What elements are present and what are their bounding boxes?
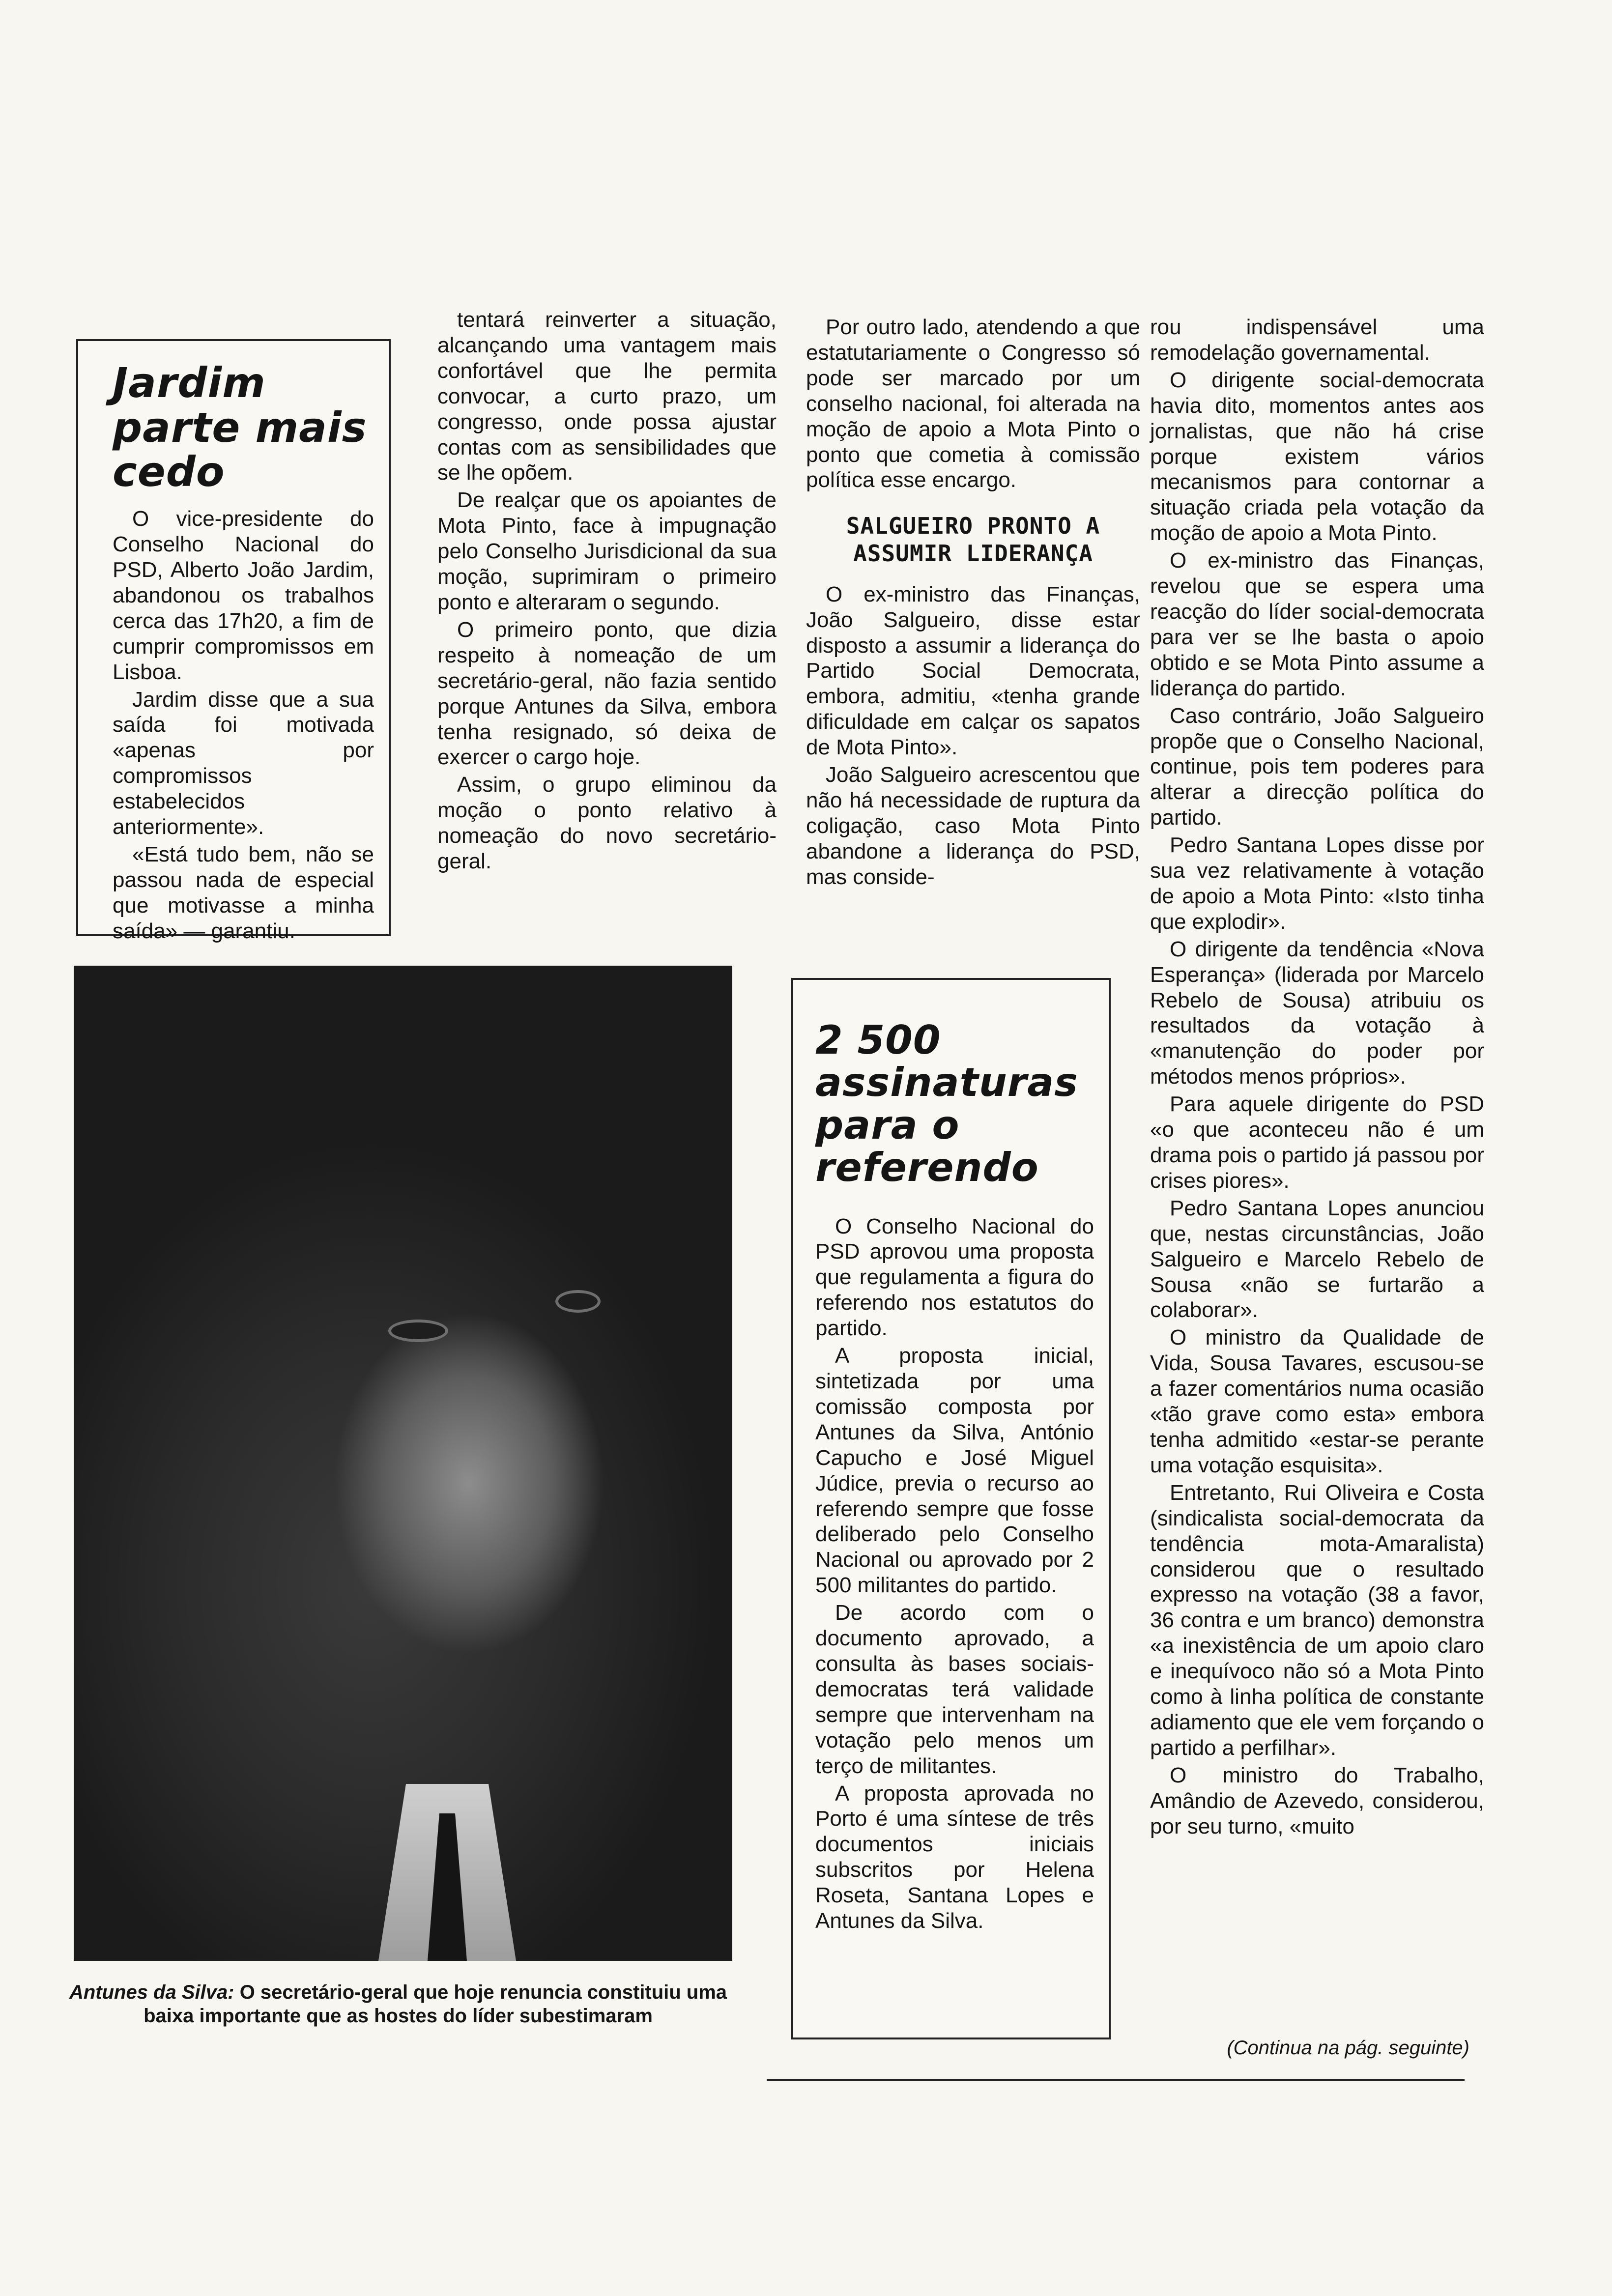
referendo-paragraph: De acordo com o documento aprovado, a consulta às bases sociais-democratas terá validade sempre que intervenham na votação pelo menos um terço de militantes. [815, 1601, 1094, 1778]
bottom-rule [767, 2079, 1465, 2081]
caption-name: Antunes da Silva: [69, 1981, 234, 2003]
article-column-4 [1150, 315, 1484, 1841]
column-paragraph: Por outro lado, atendendo a que estatutariamente o Congresso só pode ser marcado por um conselho nacional, foi alterada na moção de apoio a Mota Pinto o ponto que cometia à comissão política esse encargo. [806, 315, 1140, 492]
photo-eye-shape [555, 1290, 601, 1313]
column-paragraph: Assim, o grupo eliminou da moção o ponto relativo à nomeação do novo secretário-geral. [437, 773, 777, 874]
referendo-box-body [815, 1214, 1094, 1934]
column-paragraph: Pedro Santana Lopes disse por sua vez relativamente à votação de apoio a Mota Pinto: «Isto tinha que explodir». [1150, 833, 1484, 934]
referendo-paragraph: A proposta aprovada no Porto é uma síntese de três documentos iniciais subscritos por Helena Roseta, Santana Lopes e Antunes da Silva. [815, 1781, 1094, 1933]
column-paragraph: João Salgueiro acrescentou que não há necessidade de ruptura da coligação, caso Mota Pinto abandone a liderança do PSD, mas conside- [806, 763, 1140, 889]
referendo-paragraph: O Conselho Nacional do PSD aprovou uma proposta que regulamenta a figura do referendo nos estatutos do partido. [815, 1214, 1094, 1341]
jardim-box-body [113, 506, 374, 944]
column-paragraph: O primeiro ponto, que dizia respeito à nomeação de um secretário-geral, não fazia sentido porque Antunes da Silva, embora tenha resignado, só deixa de exercer o cargo hoje. [437, 617, 777, 770]
column-paragraph: tentará reinverter a situação, alcançando uma vantagem mais confortável que lhe permita convocar, a curto prazo, um congresso, onde possa ajustar contas com as sensibilidades que se lhe opõem. [437, 308, 777, 485]
photo-eye-shape [388, 1320, 448, 1342]
referendo-paragraph: A proposta inicial, sintetizada por uma comissão composta por Antunes da Silva, António Capucho e José Miguel Júdice, previa o recurso ao referendo sempre que fosse deliberado pelo Conselho Nacional ou aprovado por 2 500 militantes do partido. [815, 1344, 1094, 1598]
column-paragraph: O ministro do Trabalho, Amândio de Azevedo, considerou, por seu turno, «muito [1150, 1763, 1484, 1838]
jardim-box [76, 339, 391, 943]
referendo-box [791, 978, 1111, 2039]
column-paragraph: O ex-ministro das Finanças, João Salgueiro, disse estar disposto a assumir a liderança do Partido Social Democrata, embora, admitiu, «tenha grande dificuldade em calçar os sapatos de Mota Pinto». [806, 582, 1140, 760]
column-paragraph: Caso contrário, João Salgueiro propõe que o Conselho Nacional, continue, pois tem poderes para alterar a direcção política do partido. [1150, 703, 1484, 830]
column-paragraph: De realçar que os apoiantes de Mota Pinto, face à impugnação pelo Conselho Jurisdicional da sua moção, suprimiram o primeiro ponto e alteraram o segundo. [437, 488, 777, 614]
column-paragraph: Pedro Santana Lopes anunciou que, nestas circunstâncias, João Salgueiro e Marcelo Rebelo de Sousa «não se furtarão a colaborar». [1150, 1196, 1484, 1322]
article-column-2 [437, 307, 777, 876]
caption-text: O secretário-geral que hoje renuncia constituiu uma baixa importante que as hostes do líder subestimaram [144, 1981, 727, 2027]
column-paragraph: Para aquele dirigente do PSD «o que aconteceu não é um drama pois o partido já passou por crises piores». [1150, 1092, 1484, 1193]
jardim-paragraph: O vice-presidente do Conselho Nacional do PSD, Alberto João Jardim, abandonou os trabalhos cerca das 17h20, a fim de cumprir compromissos em Lisboa. [113, 507, 374, 684]
column-paragraph: O dirigente social-democrata havia dito, momentos antes aos jornalistas, que não há crise porque existem vários mecanismos para contornar a situação criada pela votação da moção de apoio a Mota Pinto. [1150, 368, 1484, 545]
column-paragraph: O ministro da Qualidade de Vida, Sousa Tavares, escusou-se a fazer comentários numa ocasião «tão grave como esta» embora tenha admitido «estar-se perante uma votação esquisita». [1150, 1325, 1484, 1477]
jardim-paragraph: «Está tudo bem, não se passou nada de especial que motivasse a minha saída» — garantiu. [113, 842, 374, 943]
column-paragraph: O ex-ministro das Finanças, revelou que se espera uma reacção do líder social-democrata para ver se lhe basta o apoio obtido e se Mota Pinto assume a liderança do partido. [1150, 548, 1484, 700]
article-column-3 [806, 315, 1140, 892]
column-paragraph: Entretanto, Rui Oliveira e Costa (sindicalista social-democrata da tendência mota-Amaralista) considerou que o resultado expresso na votação (38 a favor, 36 contra e um branco) demonstra «a inexistência de um apoio claro e inequívoco não só a Mota Pinto como à linha política de constante adiamento que ele vem forçando o partido a perfilhar». [1150, 1480, 1484, 1760]
jardim-paragraph: Jardim disse que a sua saída foi motivada «apenas por compromissos estabelecidos anteriormente». [113, 687, 374, 839]
jardim-box-title: Jardim parte mais cedo [113, 359, 367, 496]
photo-caption [59, 1980, 737, 2028]
antunes-da-silva-photo [74, 966, 732, 1961]
column-paragraph: rou indispensável uma remodelação governamental. [1150, 315, 1484, 365]
continuation-note: (Continua na pág. seguinte) [1227, 2037, 1469, 2059]
referendo-box-title: 2 500 assinaturas para o referendo [815, 1017, 1078, 1191]
salgueiro-subhead: SALGUEIRO PRONTO A ASSUMIR LIDERANÇA [846, 513, 1100, 567]
column-paragraph: O dirigente da tendência «Nova Esperança» (liderada por Marcelo Rebelo de Sousa) atribuiu os resultados da votação à «manutenção do poder por métodos menos próprios». [1150, 937, 1484, 1089]
